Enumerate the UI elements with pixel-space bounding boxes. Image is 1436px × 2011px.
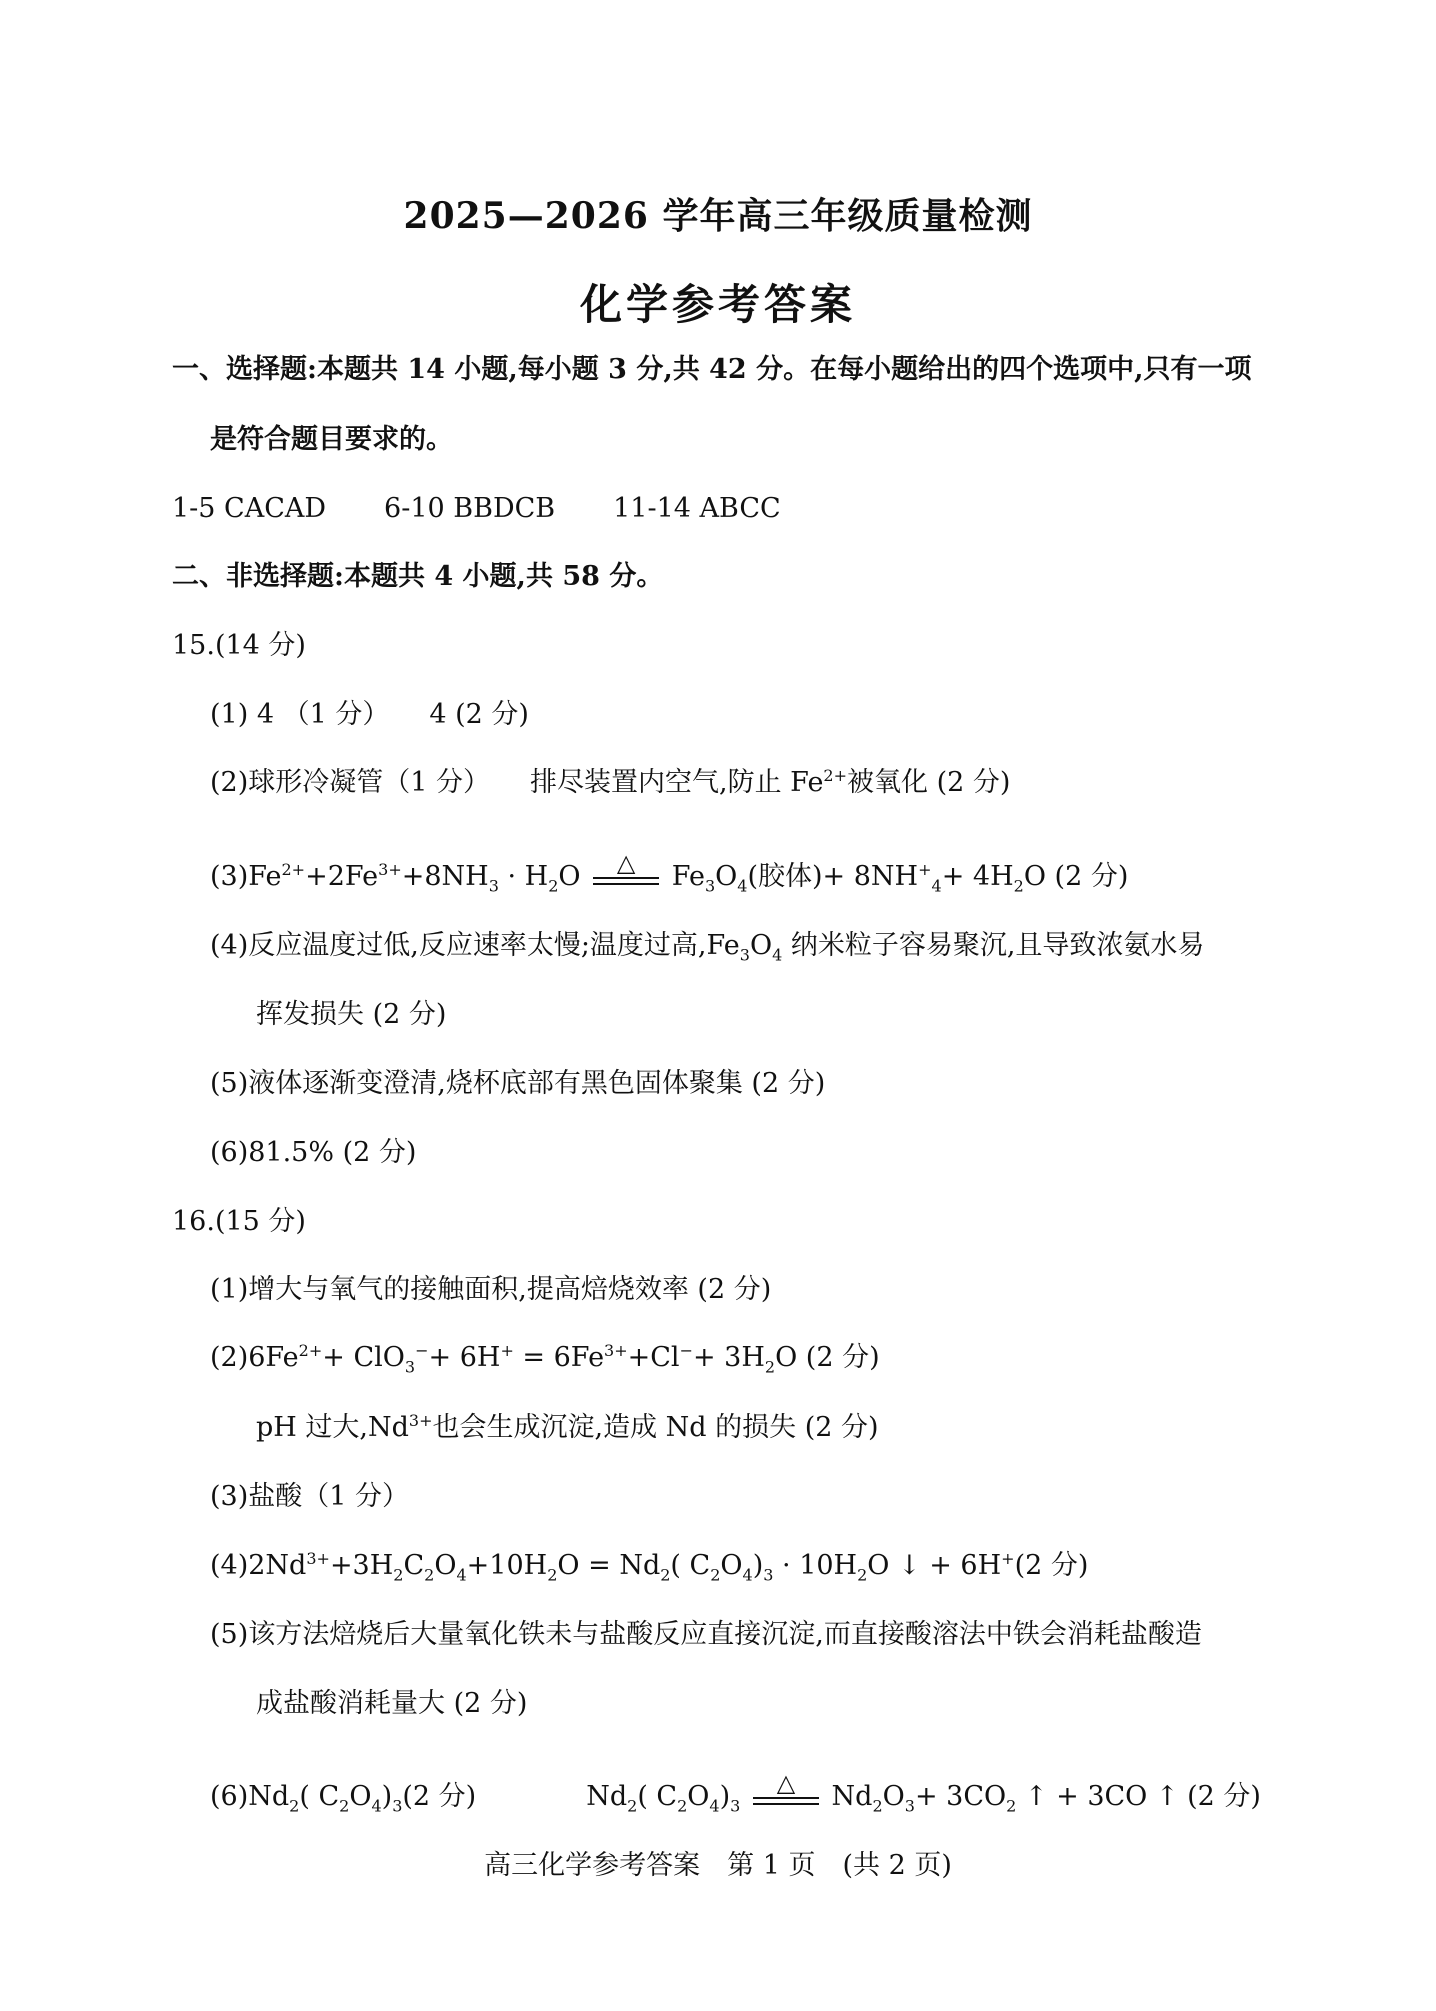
q15-part4-line1: (4)反应温度过低,反应速率太慢;温度过高$,Fe_3O_4$ 纳米粒子容易聚沉,且导致浓氨水易	[210, 930, 1205, 965]
exam-title: 2025—2026 学年高三年级质量检测	[403, 195, 1033, 237]
answers-1-5: 1-5 CACAD	[172, 493, 327, 524]
answers-11-14: 11-14 ABCC	[613, 493, 781, 524]
q15-part3-equation: $(3)Fe^{2+}+2Fe^{3+}+8NH_3 \cdot H_2O$ △ $Fe_3O_4$(胶体)+ $8NH^+_4+ 4H_2O$ (2 分)	[210, 848, 1129, 896]
q15-part1: (1) 4 （1 分） 4 (2 分)	[210, 699, 529, 730]
heating-condition-sign	[593, 848, 659, 889]
q16-part5-line2: 成盐酸消耗量大 (2 分)	[256, 1688, 528, 1719]
q16-label: 16.(15 分)	[172, 1206, 306, 1237]
section1-heading-line1: 一、选择题:本题共 14 小题,每小题 3 分,共 42 分。在每小题给出的四个选项中,只有一项	[172, 354, 1252, 385]
q15-part6: (6)81.5% (2 分)	[210, 1137, 417, 1168]
q16-part6-equation: $(6)Nd_2$( $C_2O_4)_3(2$ 分) $Nd_2$( $C_2O_4)_3$ △ $Nd_2O_3+ 3CO_2$ ↑ + 3CO ↑ (2 分)	[210, 1768, 1261, 1816]
page-footer: 高三化学参考答案 第 1 页 (共 2 页)	[484, 1850, 952, 1881]
section2-heading: 二、非选择题:本题共 4 小题,共 58 分。	[172, 561, 664, 592]
choice-answers	[172, 494, 781, 524]
q16-part5-line1: (5)该方法焙烧后大量氧化铁未与盐酸反应直接沉淀,而直接酸溶法中铁会消耗盐酸造	[210, 1619, 1202, 1650]
section1-heading-line2: 是符合题目要求的。	[210, 424, 453, 455]
heat-triangle-icon: △	[616, 848, 636, 877]
q16-part2-note: pH 过大$,Nd^{3+}$也会生成沉淀,造成 Nd 的损失 (2 分)	[256, 1411, 879, 1443]
q16-part1: (1)增大与氧气的接触面积,提高焙烧效率 (2 分)	[210, 1274, 772, 1305]
q15-part2: (2)球形冷凝管（1 分） 排尽装置内空气,防止 $Fe^{2+}$被氧化 (2 分)	[210, 766, 1011, 798]
heat-triangle-icon: △	[776, 1768, 796, 1797]
q15-label: 15.(14 分)	[172, 630, 306, 661]
q15-part5: (5)液体逐渐变澄清,烧杯底部有黑色固体聚集 (2 分)	[210, 1068, 826, 1099]
answer-key-title: 化学参考答案	[579, 280, 856, 329]
heating-condition-sign	[753, 1768, 819, 1809]
q16-part2-equation: $(2)6Fe^{2+}+ ClO_3^-+ 6H^+ = 6Fe^{3+}+Cl^-+ 3H_2O$ (2 分)	[210, 1341, 880, 1377]
answers-6-10: 6-10 BBDCB	[384, 493, 556, 524]
q16-part4-equation: $(4)2Nd^{3+}+3H_2C_2O_4+10H_2O = Nd_2$( $C_2O_4)_3 \cdot 10H_2O$ ↓ + 6H+(2 分)	[210, 1549, 1089, 1585]
q16-part3: (3)盐酸（1 分）	[210, 1481, 410, 1512]
q15-part4-line2: 挥发损失 (2 分)	[256, 999, 447, 1030]
